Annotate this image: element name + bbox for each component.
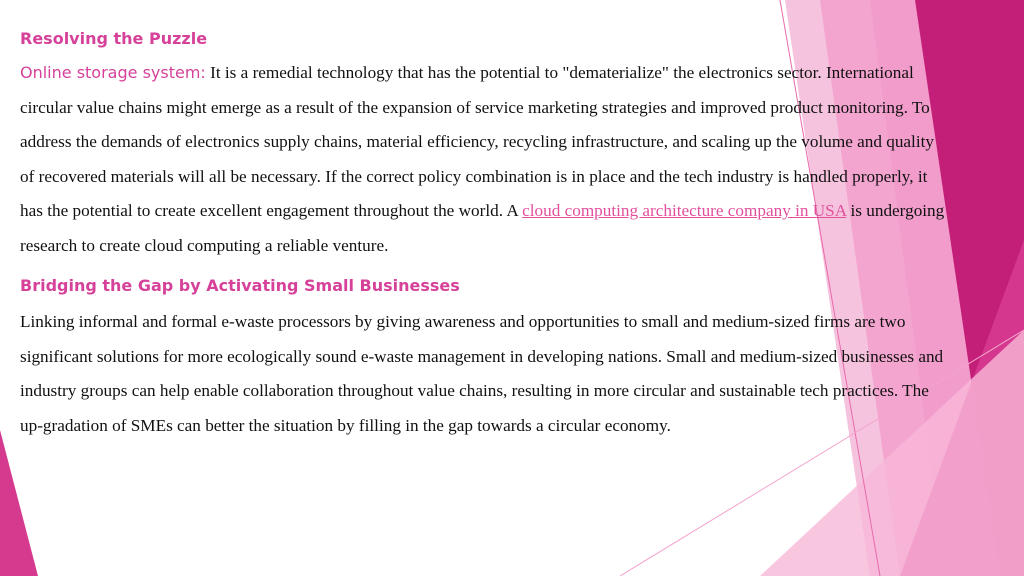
paragraph-lead-label: Online storage system: bbox=[20, 63, 206, 82]
section-heading-resolving: Resolving the Puzzle bbox=[20, 29, 208, 48]
section-heading-bridging: Bridging the Gap by Activating Small Businesses bbox=[20, 276, 460, 295]
paragraph-small-businesses: Linking informal and formal e-waste processors by giving awareness and opportunities to small and medium-sized firms are two significant solutions for more ecologically sound e-waste management in developing nations. Small and medium-sized businesses and industry groups can help enable collaboration throughout value chains, resulting in more circular and sustainable tech practices. The up-gradation of SMEs can better the situation by filling in the gap towards a circular economy. bbox=[20, 312, 944, 435]
slide-content bbox=[20, 26, 950, 443]
paragraph-online-storage bbox=[20, 56, 950, 263]
paragraph-text-before-link: It is a remedial technology that has the potential to "dematerialize" the electronics sector. International circular value chains might emerge as a result of the expansion of service marketing strategies and improved product monitoring. To address the demands of electronics supply chains, material efficiency, recycling infrastructure, and scaling up the volume and quality of recovered materials will all be necessary. If the correct policy combination is in place and the tech industry is handled properly, it has the potential to create excellent engagement throughout the world. A bbox=[20, 63, 934, 220]
cloud-architecture-link[interactable]: cloud computing architecture company in USA bbox=[522, 201, 847, 220]
paragraph-text-after-link: is undergoing research to create cloud computing a reliable venture. bbox=[20, 201, 945, 255]
left-corner-accent bbox=[0, 430, 38, 576]
